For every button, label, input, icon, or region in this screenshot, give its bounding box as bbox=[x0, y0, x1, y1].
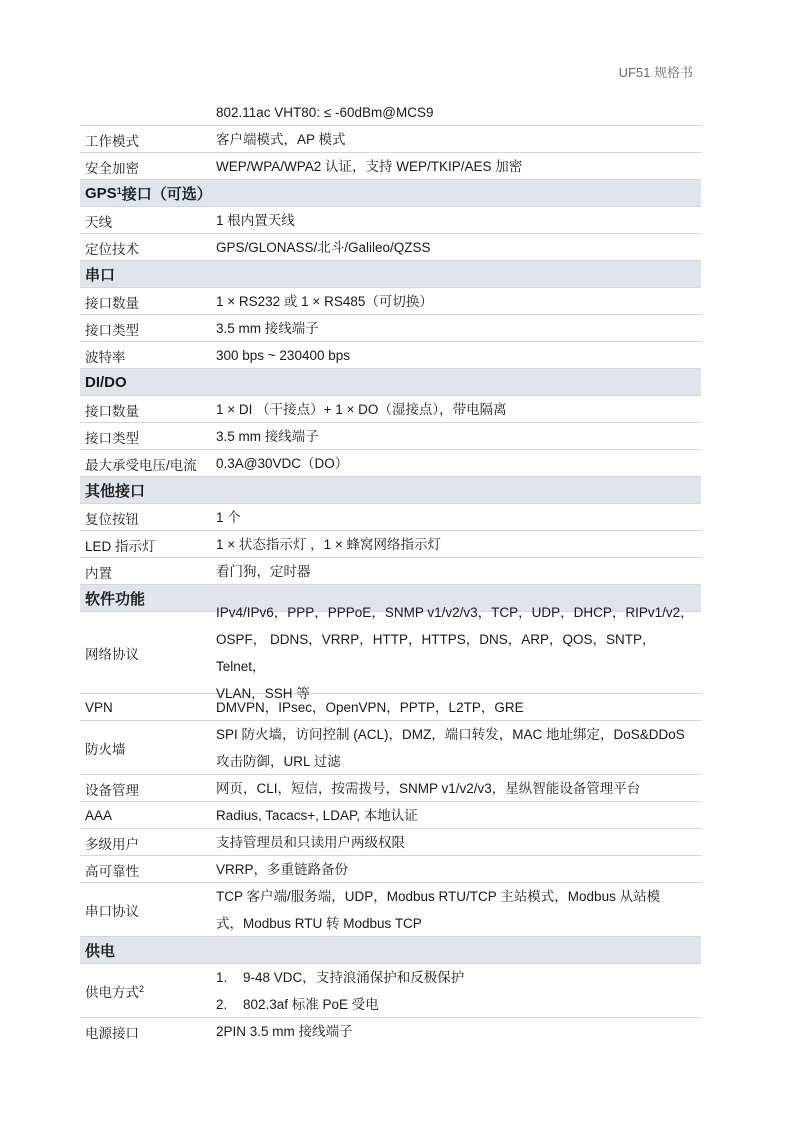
row-label: AAA bbox=[85, 808, 113, 823]
row-value bbox=[216, 1018, 701, 1045]
list-number: 2. bbox=[216, 996, 228, 1012]
list-item bbox=[216, 964, 701, 991]
row-label bbox=[80, 100, 216, 125]
footnote-marker: 1 bbox=[116, 186, 122, 196]
value-text: 3.5 mm 接线端子 bbox=[216, 429, 319, 444]
page-header-title: UF51 规格书 bbox=[618, 65, 693, 80]
footnote-marker: 2 bbox=[139, 983, 145, 994]
row-label: 工作模式 bbox=[85, 133, 139, 149]
value-line: VLAN，SSH 等 bbox=[216, 685, 310, 701]
table-row bbox=[80, 856, 701, 883]
table-row bbox=[80, 829, 701, 856]
table-row bbox=[80, 802, 701, 829]
table-row bbox=[80, 775, 701, 802]
table-row bbox=[80, 423, 701, 450]
row-value bbox=[216, 423, 701, 450]
list-text: 802.3af 标准 PoE 受电 bbox=[243, 996, 379, 1012]
value-line: IPv4/IPv6，PPP，PPPoE，SNMP v1/v2/v3，TCP，UDP，DHCP，RIPv1/v2， bbox=[216, 604, 694, 620]
value-text: 1 个 bbox=[216, 510, 241, 525]
table-row bbox=[80, 558, 701, 585]
row-label: 接口数量 bbox=[85, 403, 139, 419]
label-text: 供电方式 bbox=[85, 984, 139, 1000]
section-header-power: 供电 bbox=[80, 937, 701, 964]
table-row bbox=[80, 100, 701, 126]
section-title-suffix: 接口（可选） bbox=[121, 185, 212, 203]
row-value bbox=[216, 775, 701, 802]
section-title: GPS bbox=[85, 184, 117, 202]
value-line: 式，Modbus RTU 转 Modbus TCP bbox=[216, 915, 422, 931]
value-text: 0.3A@30VDC（DO） bbox=[216, 456, 349, 471]
row-value bbox=[216, 207, 701, 234]
value-text: 3.5 mm 接线端子 bbox=[216, 321, 319, 336]
value-line: SPI 防火墙，访问控制 (ACL)，DMZ，端口转发，MAC 地址绑定，DoS&DDoS bbox=[216, 726, 685, 742]
table-row bbox=[80, 342, 701, 369]
row-value bbox=[216, 883, 701, 936]
row-value bbox=[216, 450, 701, 477]
value-text: Radius, Tacacs+, LDAP, 本地认证 bbox=[216, 808, 418, 823]
row-label: 设备管理 bbox=[85, 782, 139, 798]
row-label: 内置 bbox=[85, 565, 112, 581]
section-header-serial: 串口 bbox=[80, 261, 701, 288]
row-value bbox=[216, 504, 701, 531]
table-row bbox=[80, 721, 701, 775]
value-text: WEP/WPA/WPA2 认证，支持 WEP/TKIP/AES 加密 bbox=[216, 159, 523, 174]
row-label: 接口类型 bbox=[85, 322, 139, 338]
table-row bbox=[80, 1018, 701, 1045]
row-value bbox=[216, 100, 701, 125]
row-value bbox=[216, 604, 701, 701]
value-text: 看门狗，定时器 bbox=[216, 564, 311, 579]
value-text: DMVPN，IPsec，OpenVPN，PPTP，L2TP，GRE bbox=[216, 700, 524, 715]
spec-table bbox=[80, 100, 701, 1045]
table-row bbox=[80, 126, 701, 153]
value-line: OSPF， DDNS，VRRP，HTTP，HTTPS，DNS，ARP，QOS，SNTP，Telnet， bbox=[216, 631, 656, 674]
table-row bbox=[80, 315, 701, 342]
value-text: 支持管理员和只读用户两级权限 bbox=[216, 835, 405, 850]
row-value bbox=[216, 856, 701, 883]
row-label: 最大承受电压/电流 bbox=[85, 457, 197, 473]
row-value bbox=[216, 153, 701, 180]
row-label: 接口类型 bbox=[85, 430, 139, 446]
row-value bbox=[216, 531, 701, 558]
row-value bbox=[216, 802, 701, 829]
value-text: 1 × 状态指示灯 ，1 × 蜂窝网络指示灯 bbox=[216, 537, 442, 552]
row-label: 网络协议 bbox=[85, 646, 139, 662]
row-value bbox=[216, 829, 701, 856]
value-text: 1 × DI （干接点）+ 1 × DO（湿接点），带电隔离 bbox=[216, 402, 507, 417]
row-label: 波特率 bbox=[85, 349, 126, 365]
row-value bbox=[216, 964, 701, 1017]
row-value bbox=[216, 396, 701, 423]
row-label: 接口数量 bbox=[85, 295, 139, 311]
table-row bbox=[80, 531, 701, 558]
section-header-gps bbox=[80, 180, 701, 207]
row-label: 安全加密 bbox=[85, 160, 139, 176]
row-label: 防火墙 bbox=[85, 741, 126, 757]
table-row bbox=[80, 883, 701, 937]
row-label: 电源接口 bbox=[85, 1025, 139, 1041]
value-text: 客户端模式，AP 模式 bbox=[216, 132, 346, 147]
value-text: 1 根内置天线 bbox=[216, 213, 295, 228]
list-text: 9-48 VDC，支持浪涌保护和反极保护 bbox=[243, 969, 465, 985]
value-text: 300 bps ~ 230400 bps bbox=[216, 348, 350, 363]
section-header-dido: DI/DO bbox=[80, 369, 701, 396]
row-label: VPN bbox=[85, 700, 113, 715]
table-row bbox=[80, 288, 701, 315]
table-row bbox=[80, 396, 701, 423]
value-line: 攻击防御，URL 过滤 bbox=[216, 753, 341, 769]
table-row bbox=[80, 964, 701, 1018]
row-label: 天线 bbox=[85, 214, 112, 230]
value-text: 网页，CLI，短信，按需拨号，SNMP v1/v2/v3，星纵智能设备管理平台 bbox=[216, 781, 641, 796]
value-text: GPS/GLONASS/北斗/Galileo/QZSS bbox=[216, 240, 431, 255]
row-value bbox=[216, 342, 701, 369]
row-label: 多级用户 bbox=[85, 836, 139, 852]
table-row bbox=[80, 207, 701, 234]
table-row bbox=[80, 504, 701, 531]
section-header-other: 其他接口 bbox=[80, 477, 701, 504]
row-value bbox=[216, 558, 701, 585]
row-label: 复位按钮 bbox=[85, 511, 139, 527]
section-header-software: 软件功能 bbox=[80, 585, 701, 612]
list-number: 1. bbox=[216, 969, 228, 985]
row-value bbox=[216, 234, 701, 261]
value-text: VRRP，多重链路备份 bbox=[216, 862, 349, 877]
value-text: 2PIN 3.5 mm 接线端子 bbox=[216, 1024, 353, 1039]
row-value bbox=[216, 126, 701, 153]
table-row bbox=[80, 694, 701, 721]
row-value bbox=[216, 694, 701, 721]
row-label: 定位技术 bbox=[85, 241, 139, 257]
row-label: LED 指示灯 bbox=[85, 538, 156, 554]
row-label: 高可靠性 bbox=[85, 863, 139, 879]
list-item bbox=[216, 991, 701, 1018]
row-value bbox=[216, 721, 701, 774]
table-row bbox=[80, 153, 701, 180]
row-value bbox=[216, 315, 701, 342]
row-value bbox=[216, 288, 701, 315]
value-text: 802.11ac VHT80: ≤ -60dBm@MCS9 bbox=[216, 105, 434, 120]
row-label bbox=[80, 964, 216, 1017]
row-label: 串口协议 bbox=[85, 903, 139, 919]
value-line: TCP 客户端/服务端，UDP，Modbus RTU/TCP 主站模式，Modbus 从站模 bbox=[216, 888, 661, 904]
value-text: 1 × RS232 或 1 × RS485（可切换） bbox=[216, 294, 433, 309]
table-row bbox=[80, 604, 701, 701]
table-row bbox=[80, 450, 701, 477]
table-row bbox=[80, 234, 701, 261]
